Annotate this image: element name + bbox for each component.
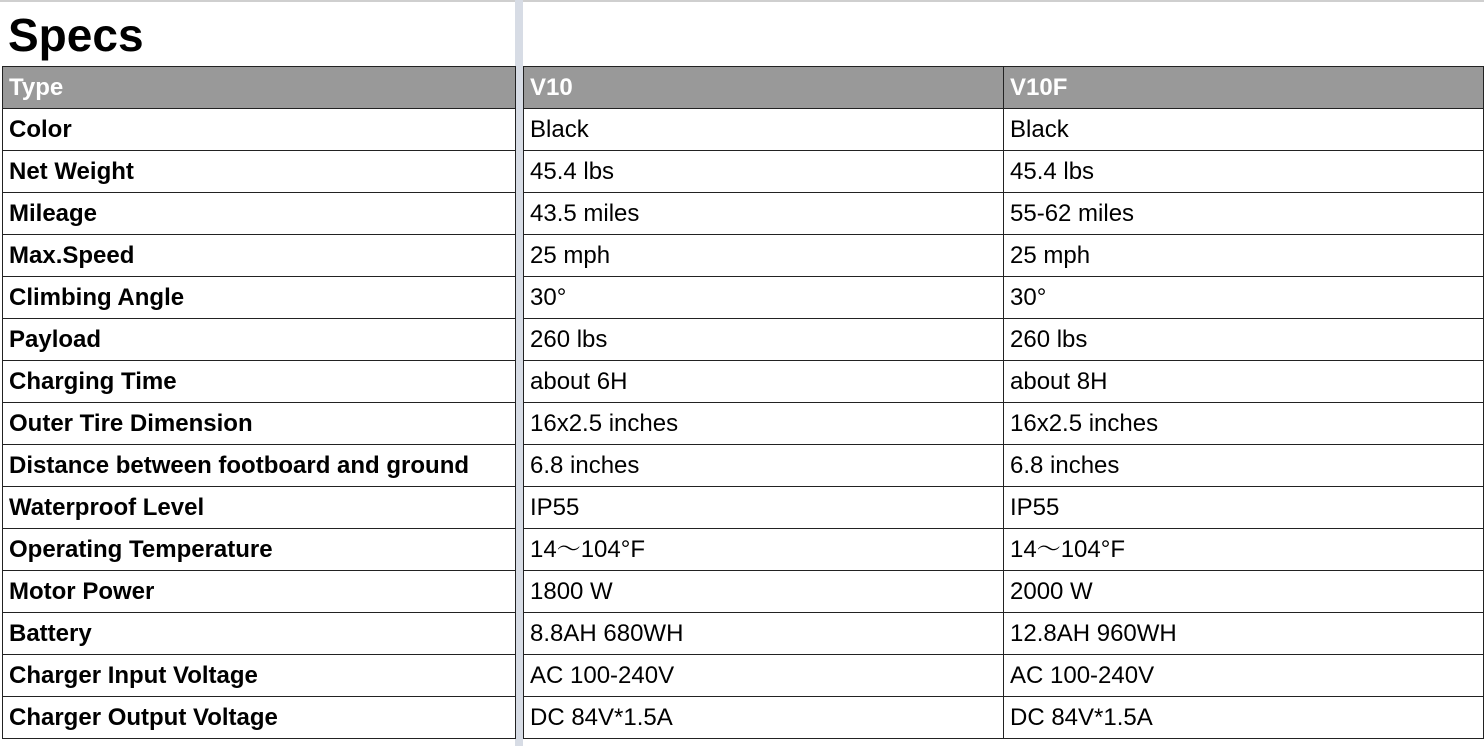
frozen-gap-cell <box>516 697 524 739</box>
table-row <box>3 655 1484 697</box>
spec-value-cell-v10f[interactable]: 12.8AH 960WH <box>1004 613 1484 655</box>
spec-value-cell-v10f[interactable]: 30° <box>1004 277 1484 319</box>
table-row <box>3 277 1484 319</box>
frozen-gap-cell <box>516 193 524 235</box>
spec-label-cell[interactable]: Battery <box>3 613 516 655</box>
spec-value-cell-v10f[interactable]: Black <box>1004 109 1484 151</box>
spec-value-cell-v10f[interactable]: DC 84V*1.5A <box>1004 697 1484 739</box>
spec-value-cell-v10[interactable]: 1800 W <box>524 571 1004 613</box>
table-row <box>3 529 1484 571</box>
spec-label-cell[interactable]: Color <box>3 109 516 151</box>
spec-value-cell-v10f[interactable]: 55-62 miles <box>1004 193 1484 235</box>
header-cell-v10[interactable]: V10 <box>524 67 1004 109</box>
spec-value-cell-v10[interactable]: 45.4 lbs <box>524 151 1004 193</box>
frozen-gap-cell <box>516 235 524 277</box>
frozen-gap-cell <box>516 655 524 697</box>
spec-value-cell-v10f[interactable]: 45.4 lbs <box>1004 151 1484 193</box>
frozen-gap-cell <box>516 109 524 151</box>
spec-value-cell-v10[interactable]: 30° <box>524 277 1004 319</box>
spec-label-cell[interactable]: Climbing Angle <box>3 277 516 319</box>
table-row <box>3 151 1484 193</box>
table-row <box>3 235 1484 277</box>
spec-value-cell-v10f[interactable]: 14～104°F <box>1004 529 1484 571</box>
spec-label-cell[interactable]: Charger Output Voltage <box>3 697 516 739</box>
top-rule <box>0 0 1484 2</box>
spec-value-cell-v10[interactable]: 14～104°F <box>524 529 1004 571</box>
frozen-gap-cell <box>516 277 524 319</box>
spec-value-cell-v10[interactable]: Black <box>524 109 1004 151</box>
spec-value-cell-v10[interactable]: IP55 <box>524 487 1004 529</box>
table-row <box>3 613 1484 655</box>
spec-value-cell-v10[interactable]: AC 100-240V <box>524 655 1004 697</box>
frozen-gap-cell <box>516 487 524 529</box>
spec-value-cell-v10f[interactable]: 16x2.5 inches <box>1004 403 1484 445</box>
frozen-gap-cell <box>516 571 524 613</box>
spec-label-cell[interactable]: Operating Temperature <box>3 529 516 571</box>
frozen-gap-cell <box>516 529 524 571</box>
frozen-gap-cell <box>516 361 524 403</box>
spec-label-cell[interactable]: Outer Tire Dimension <box>3 403 516 445</box>
spec-label-cell[interactable]: Mileage <box>3 193 516 235</box>
spec-value-cell-v10f[interactable]: 25 mph <box>1004 235 1484 277</box>
header-row <box>3 67 1484 109</box>
frozen-gap-cell <box>516 445 524 487</box>
spec-value-cell-v10[interactable]: 8.8AH 680WH <box>524 613 1004 655</box>
spec-value-cell-v10[interactable]: 260 lbs <box>524 319 1004 361</box>
frozen-gap-cell <box>516 403 524 445</box>
spec-value-cell-v10f[interactable]: 2000 W <box>1004 571 1484 613</box>
specs-table <box>2 66 1484 739</box>
spec-label-cell[interactable]: Waterproof Level <box>3 487 516 529</box>
spec-value-cell-v10f[interactable]: 260 lbs <box>1004 319 1484 361</box>
table-row <box>3 571 1484 613</box>
frozen-gap-cell <box>516 67 524 109</box>
spec-value-cell-v10f[interactable]: AC 100-240V <box>1004 655 1484 697</box>
frozen-gap-cell <box>516 151 524 193</box>
spec-label-cell[interactable]: Max.Speed <box>3 235 516 277</box>
spec-label-cell[interactable]: Charger Input Voltage <box>3 655 516 697</box>
table-row <box>3 193 1484 235</box>
table-row <box>3 697 1484 739</box>
spec-value-cell-v10f[interactable]: IP55 <box>1004 487 1484 529</box>
spec-label-cell[interactable]: Motor Power <box>3 571 516 613</box>
page-title: Specs <box>8 9 144 61</box>
spec-label-cell[interactable]: Net Weight <box>3 151 516 193</box>
table-row <box>3 319 1484 361</box>
spec-value-cell-v10[interactable]: about 6H <box>524 361 1004 403</box>
spec-value-cell-v10[interactable]: 6.8 inches <box>524 445 1004 487</box>
spec-label-cell[interactable]: Distance between footboard and ground <box>3 445 516 487</box>
spec-value-cell-v10[interactable]: 16x2.5 inches <box>524 403 1004 445</box>
table-row <box>3 403 1484 445</box>
specs-table-body <box>3 109 1484 739</box>
table-row <box>3 445 1484 487</box>
frozen-gap-cell <box>516 613 524 655</box>
spec-value-cell-v10[interactable]: 43.5 miles <box>524 193 1004 235</box>
table-row <box>3 487 1484 529</box>
spec-value-cell-v10[interactable]: DC 84V*1.5A <box>524 697 1004 739</box>
spec-value-cell-v10f[interactable]: 6.8 inches <box>1004 445 1484 487</box>
table-row <box>3 361 1484 403</box>
header-cell-v10f[interactable]: V10F <box>1004 67 1484 109</box>
spec-value-cell-v10[interactable]: 25 mph <box>524 235 1004 277</box>
frozen-gap-cell <box>516 319 524 361</box>
spec-label-cell[interactable]: Charging Time <box>3 361 516 403</box>
table-row <box>3 109 1484 151</box>
spec-label-cell[interactable]: Payload <box>3 319 516 361</box>
spec-value-cell-v10f[interactable]: about 8H <box>1004 361 1484 403</box>
header-cell-type[interactable]: Type <box>3 67 516 109</box>
